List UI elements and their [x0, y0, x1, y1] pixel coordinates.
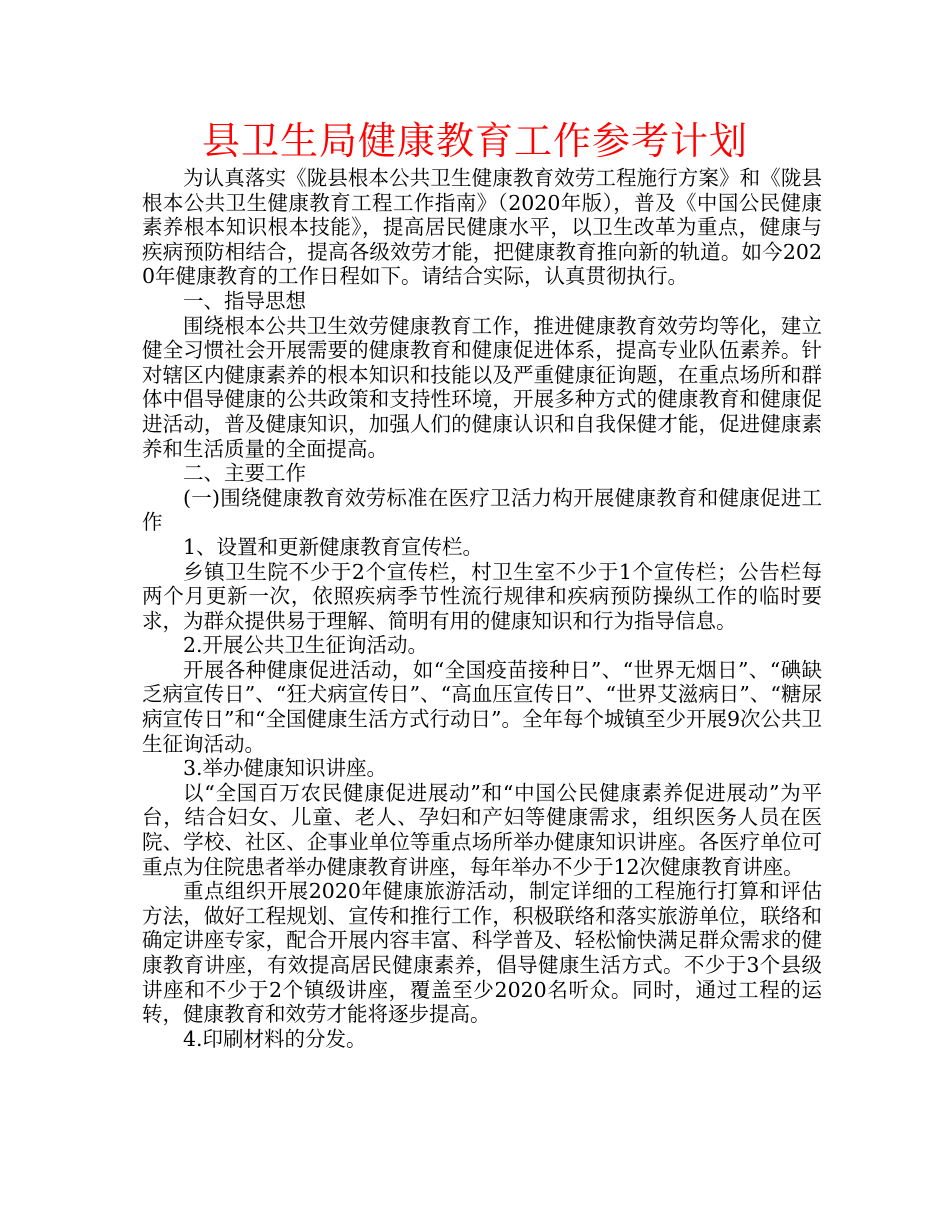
item-4-heading: 4.印刷材料的分发。	[183, 1026, 367, 1051]
subheading-section-1: (一)围绕健康教育效劳标准在医疗卫活力构开展健康教育和健康促进工作	[142, 485, 822, 535]
heading-guiding-ideology: 一、指导思想	[183, 288, 306, 313]
document-body	[142, 166, 822, 1051]
item-1-body: 乡镇卫生院不少于2个宣传栏，村卫生室不少于1个宣传栏；公告栏每两个月更新一次，依照疾病季节性流行规律和疾病预防操纵工作的临时要求，为群众提供易于理解、简明有用的健康知识和行为指导信息。	[142, 559, 822, 633]
item-3-heading: 3.举办健康知识讲座。	[183, 756, 388, 781]
document-title: 县卫生局健康教育工作参考计划	[201, 119, 748, 163]
paragraph-guiding-ideology: 围绕根本公共卫生效劳健康教育工作，推进健康教育效劳均等化，建立健全习惯社会开展需要的健康教育和健康促进体系，提高专业队伍素养。针对辖区内健康素养的根本知识和技能以及严重健康征询题，在重点场所和群体中倡导健康的公共政策和支持性环境，开展多种方式的健康教育和健康促进活动，普及健康知识，加强人们的健康认识和自我保健才能，促进健康素养和生活质量的全面提高。	[142, 313, 822, 461]
item-1-heading: 1、设置和更新健康教育宣传栏。	[183, 534, 484, 559]
item-3-body-continued: 重点组织开展2020年健康旅游活动，制定详细的工程施行打算和评估方法，做好工程规划、宣传和推行工作，积极联络和落实旅游单位，联络和确定讲座专家，配合开展内容丰富、科学普及、轻松愉快满足群众需求的健康教育讲座，有效提高居民健康素养，倡导健康生活方式。不少于3个县级讲座和不少于2个镇级讲座，覆盖至少2020名听众。同时，通过工程的运转，健康教育和效劳才能将逐步提高。	[142, 879, 822, 1027]
item-3-body: 以“全国百万农民健康促进展动”和“中国公民健康素养促进展动”为平台，结合妇女、儿童、老人、孕妇和产妇等健康需求，组织医务人员在医院、学校、社区、企事业单位等重点场所举办健康知识讲座。各医疗单位可重点为住院患者举办健康教育讲座，每年举办不少于12次健康教育讲座。	[142, 780, 822, 879]
paragraph-intro: 为认真落实《陇县根本公共卫生健康教育效劳工程施行方案》和《陇县根本公共卫生健康教育工程工作指南》（2020年版），普及《中国公民健康素养根本知识根本技能》，提高居民健康水平，以卫生改革为重点，健康与疾病预防相结合，提高各级效劳才能，把健康教育推向新的轨道。如今2020年健康教育的工作日程如下。请结合实际，认真贯彻执行。	[142, 166, 822, 289]
item-2-heading: 2.开展公共卫生征询活动。	[183, 633, 429, 658]
item-2-body: 开展各种健康促进活动，如“全国疫苗接种日”、“世界无烟日”、“碘缺乏病宣传日”、“狂犬病宣传日”、“高血压宣传日”、“世界艾滋病日”、“糖尿病宣传日”和“全国健康生活方式行动日”。全年每个城镇至少开展9次公共卫生征询活动。	[142, 657, 822, 756]
heading-main-work: 二、主要工作	[183, 461, 306, 486]
